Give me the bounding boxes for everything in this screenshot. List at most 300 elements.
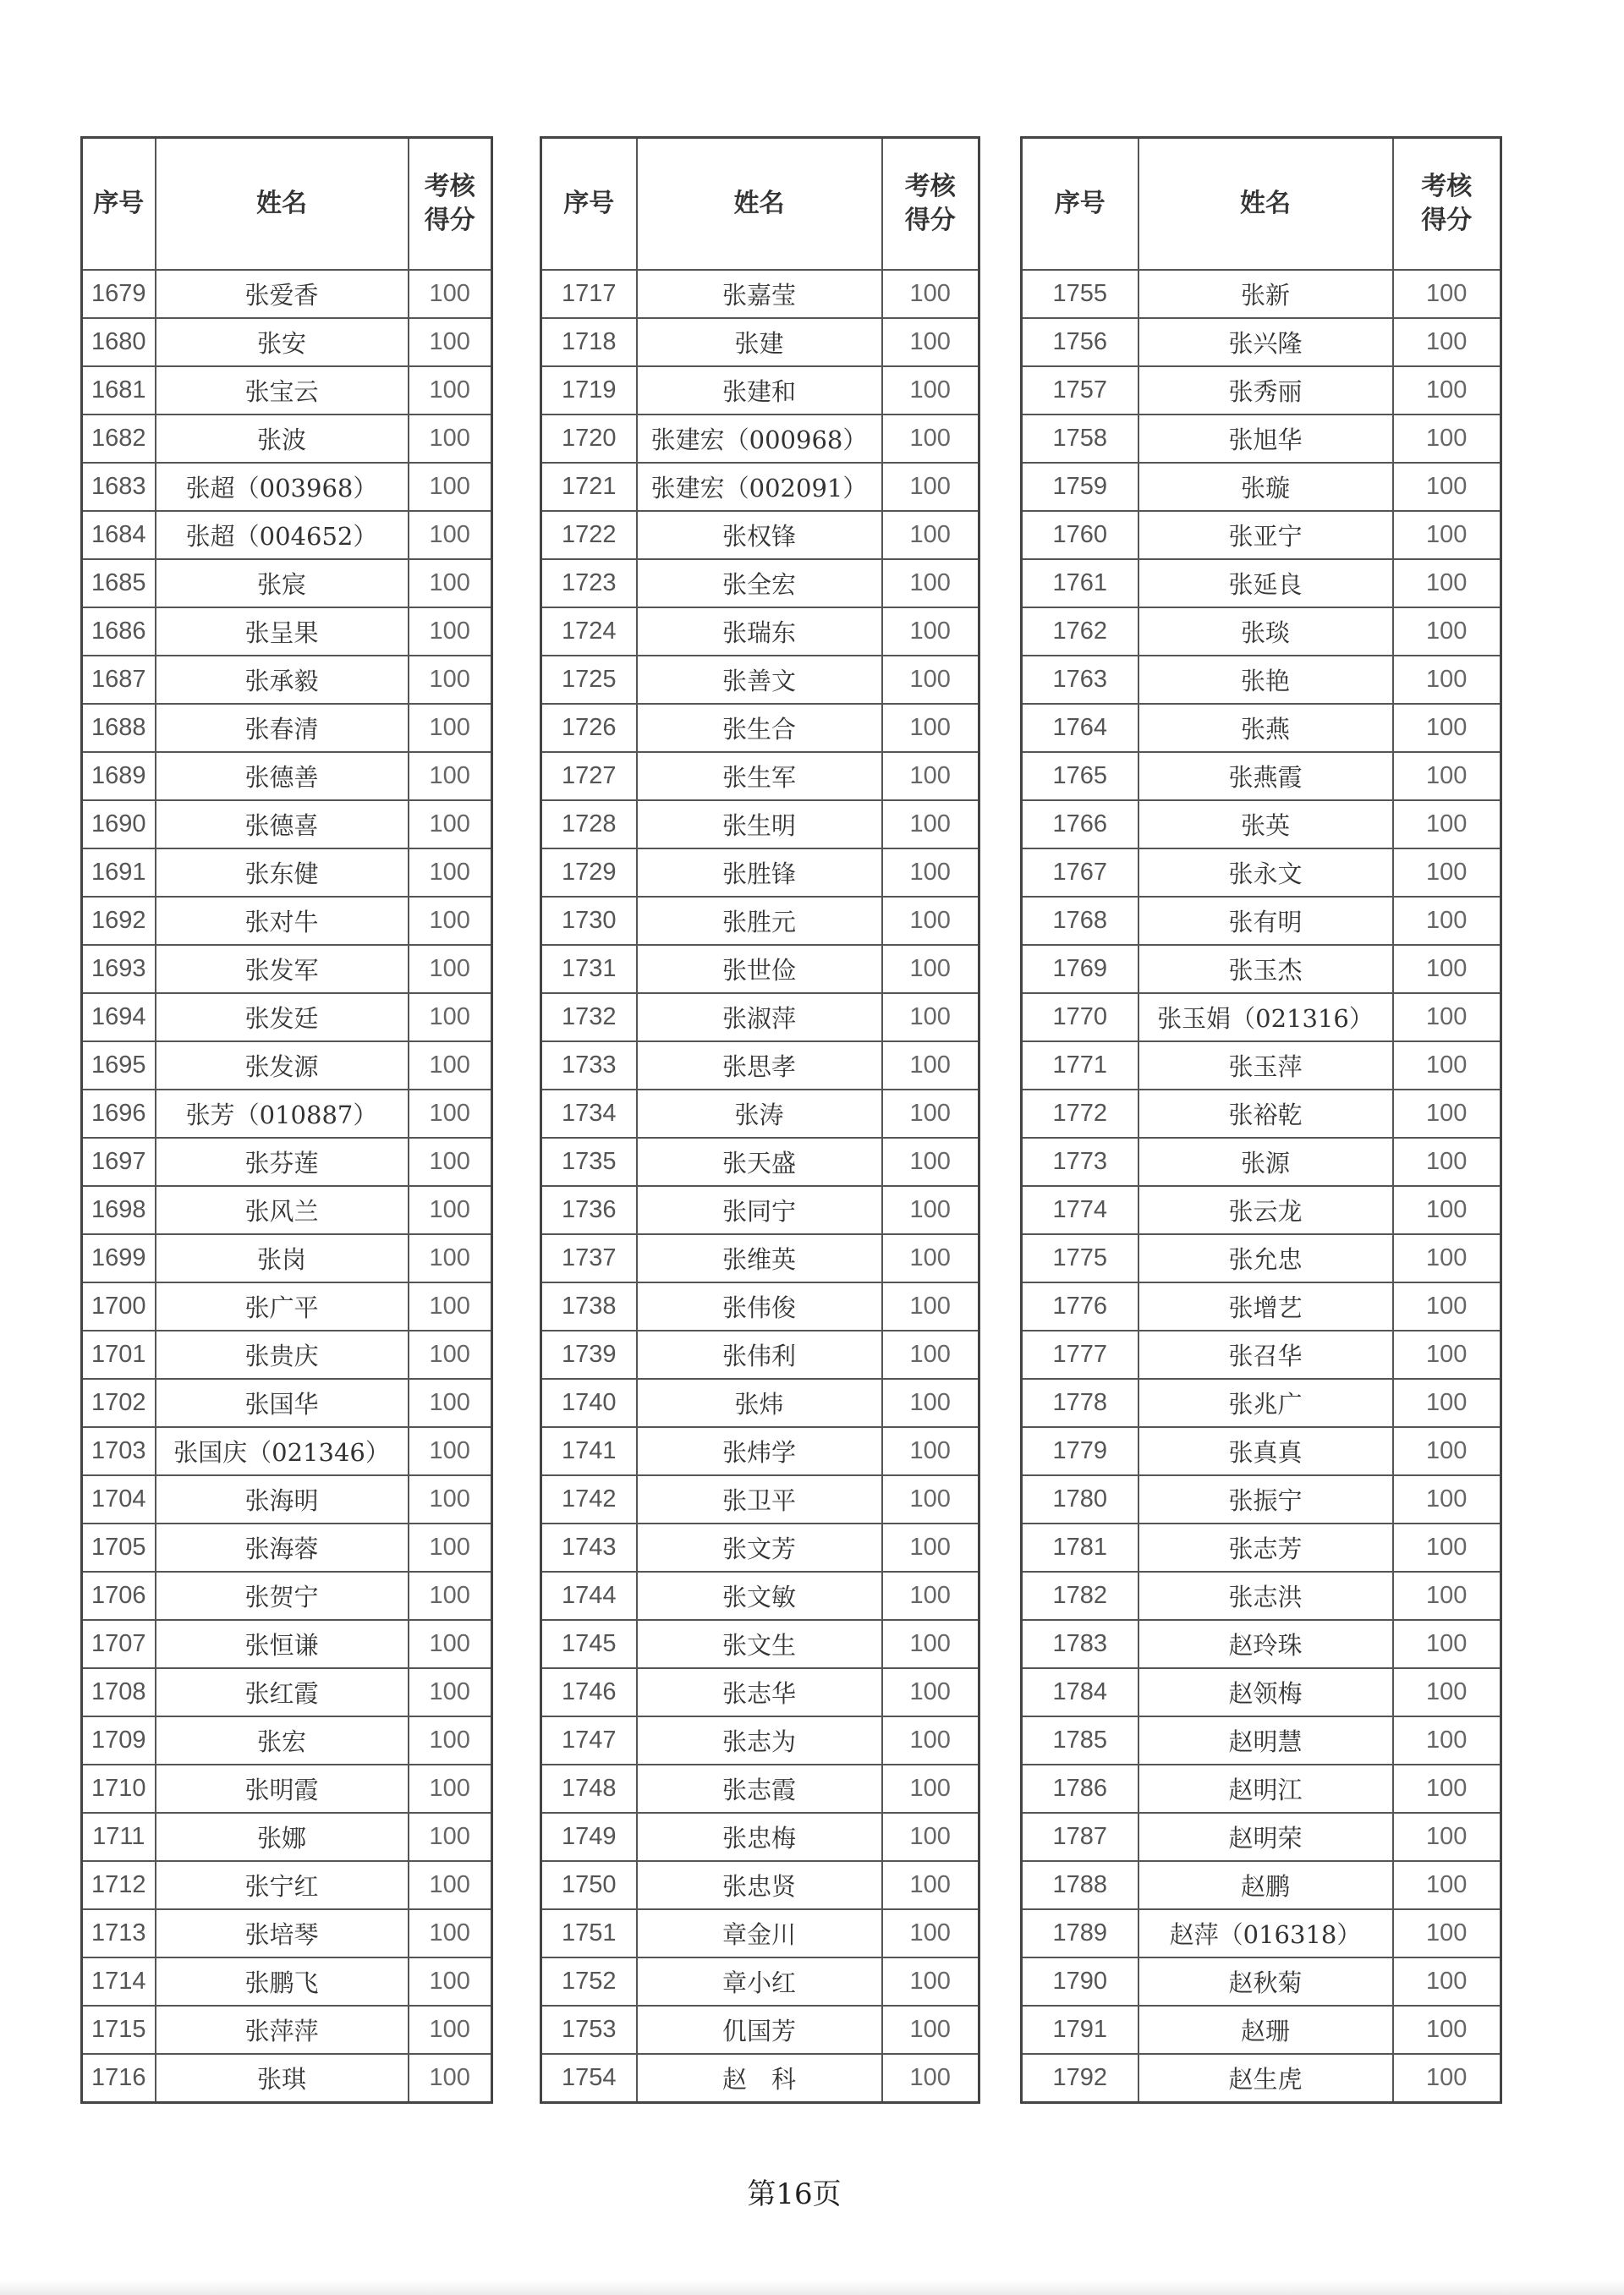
table-row — [82, 1957, 492, 2006]
cell-name: 张爱香 — [156, 270, 409, 318]
cell-score: 100 — [409, 415, 492, 463]
table-row — [82, 270, 492, 318]
cell-name: 赵明慧 — [1138, 1716, 1393, 1765]
cell-score: 100 — [1393, 1041, 1501, 1090]
table-row — [82, 1620, 492, 1668]
cell-no: 1734 — [541, 1090, 637, 1138]
cell-score: 100 — [882, 1909, 979, 1957]
header-score — [882, 138, 979, 271]
table-row — [541, 1041, 979, 1090]
cell-no: 1790 — [1022, 1957, 1138, 2006]
table-row — [1022, 1716, 1501, 1765]
header-row — [82, 138, 492, 271]
cell-name: 张建宏（002091） — [637, 463, 882, 511]
cell-name: 张芳（010887） — [156, 1090, 409, 1138]
table-row — [541, 1379, 979, 1427]
cell-no: 1720 — [541, 415, 637, 463]
table-row — [82, 1909, 492, 1957]
table-row — [1022, 559, 1501, 607]
table-row — [541, 463, 979, 511]
cell-score: 100 — [882, 1282, 979, 1331]
cell-score: 100 — [882, 2054, 979, 2103]
cell-no: 1728 — [541, 800, 637, 848]
cell-name: 张新 — [1138, 270, 1393, 318]
cell-score: 100 — [1393, 1090, 1501, 1138]
table-row — [82, 1716, 492, 1765]
header-name: 姓名 — [637, 138, 882, 271]
cell-score: 100 — [1393, 1138, 1501, 1186]
cell-name: 张萍萍 — [156, 2006, 409, 2054]
cell-no: 1748 — [541, 1765, 637, 1813]
cell-name: 张忠贤 — [637, 1861, 882, 1909]
cell-no: 1688 — [82, 704, 156, 752]
cell-score: 100 — [1393, 1572, 1501, 1620]
table-row — [541, 1716, 979, 1765]
table-row — [541, 1186, 979, 1234]
table-row — [1022, 1765, 1501, 1813]
cell-score: 100 — [882, 1765, 979, 1813]
cell-score: 100 — [882, 1041, 979, 1090]
cell-no: 1689 — [82, 752, 156, 800]
cell-score: 100 — [1393, 993, 1501, 1041]
cell-score: 100 — [1393, 2006, 1501, 2054]
cell-score: 100 — [1393, 1475, 1501, 1524]
header-name: 姓名 — [1138, 138, 1393, 271]
cell-no: 1719 — [541, 366, 637, 415]
header-no: 序号 — [82, 138, 156, 271]
header-score-line1: 考核 — [1421, 173, 1473, 200]
cell-name: 张春清 — [156, 704, 409, 752]
table-row — [541, 2054, 979, 2103]
table-row — [82, 607, 492, 656]
cell-no: 1763 — [1022, 656, 1138, 704]
cell-score: 100 — [882, 848, 979, 897]
cell-score: 100 — [1393, 1716, 1501, 1765]
cell-no: 1687 — [82, 656, 156, 704]
cell-score: 100 — [409, 1620, 492, 1668]
cell-score: 100 — [409, 1716, 492, 1765]
cell-no: 1692 — [82, 897, 156, 945]
cell-no: 1747 — [541, 1716, 637, 1765]
table-row — [1022, 800, 1501, 848]
table-row — [1022, 848, 1501, 897]
cell-name: 张安 — [156, 318, 409, 366]
cell-no: 1698 — [82, 1186, 156, 1234]
table-row — [541, 656, 979, 704]
cell-score: 100 — [1393, 463, 1501, 511]
cell-name: 张宁红 — [156, 1861, 409, 1909]
table-row — [1022, 1572, 1501, 1620]
table-row — [82, 1765, 492, 1813]
cell-no: 1729 — [541, 848, 637, 897]
header-name: 姓名 — [156, 138, 409, 271]
cell-score: 100 — [409, 1427, 492, 1475]
cell-no: 1792 — [1022, 2054, 1138, 2103]
cell-no: 1764 — [1022, 704, 1138, 752]
cell-no: 1757 — [1022, 366, 1138, 415]
cell-name: 张裕乾 — [1138, 1090, 1393, 1138]
cell-score: 100 — [882, 1524, 979, 1572]
cell-no: 1787 — [1022, 1813, 1138, 1861]
table-row — [1022, 704, 1501, 752]
cell-no: 1710 — [82, 1765, 156, 1813]
table-row — [82, 1861, 492, 1909]
cell-no: 1786 — [1022, 1765, 1138, 1813]
table-row — [541, 511, 979, 559]
cell-score: 100 — [1393, 1282, 1501, 1331]
table-row — [82, 2006, 492, 2054]
cell-name: 张玉萍 — [1138, 1041, 1393, 1090]
cell-no: 1760 — [1022, 511, 1138, 559]
table-row — [82, 656, 492, 704]
cell-score: 100 — [1393, 1331, 1501, 1379]
cell-no: 1700 — [82, 1282, 156, 1331]
cell-name: 张旭华 — [1138, 415, 1393, 463]
cell-score: 100 — [882, 2006, 979, 2054]
cell-name: 张秀丽 — [1138, 366, 1393, 415]
cell-name: 张增艺 — [1138, 1282, 1393, 1331]
cell-no: 1746 — [541, 1668, 637, 1716]
cell-name: 张嘉莹 — [637, 270, 882, 318]
cell-score: 100 — [1393, 897, 1501, 945]
cell-name: 赵领梅 — [1138, 1668, 1393, 1716]
cell-no: 1758 — [1022, 415, 1138, 463]
cell-name: 张胜元 — [637, 897, 882, 945]
cell-name: 张发源 — [156, 1041, 409, 1090]
table-row — [82, 1041, 492, 1090]
cell-name: 张德喜 — [156, 800, 409, 848]
cell-no: 1735 — [541, 1138, 637, 1186]
cell-name: 张建和 — [637, 366, 882, 415]
cell-no: 1685 — [82, 559, 156, 607]
table-row — [541, 607, 979, 656]
cell-score: 100 — [409, 1572, 492, 1620]
cell-name: 张亚宁 — [1138, 511, 1393, 559]
cell-score: 100 — [1393, 1909, 1501, 1957]
cell-score: 100 — [1393, 511, 1501, 559]
cell-name: 张娜 — [156, 1813, 409, 1861]
table-row — [82, 1572, 492, 1620]
cell-name: 赵明江 — [1138, 1765, 1393, 1813]
cell-name: 张对牛 — [156, 897, 409, 945]
table-row — [541, 1765, 979, 1813]
header-row — [541, 138, 979, 271]
table-row — [541, 1813, 979, 1861]
table-row — [1022, 1524, 1501, 1572]
cell-name: 张鹏飞 — [156, 1957, 409, 2006]
cell-no: 1771 — [1022, 1041, 1138, 1090]
table-row — [541, 993, 979, 1041]
cell-score: 100 — [409, 848, 492, 897]
cell-name: 张发廷 — [156, 993, 409, 1041]
table-row — [1022, 1234, 1501, 1282]
cell-no: 1705 — [82, 1524, 156, 1572]
table-row — [1022, 270, 1501, 318]
cell-name: 张宏 — [156, 1716, 409, 1765]
cell-no: 1708 — [82, 1668, 156, 1716]
table-row — [1022, 511, 1501, 559]
cell-score: 100 — [1393, 1620, 1501, 1668]
cell-no: 1701 — [82, 1331, 156, 1379]
header-row — [1022, 138, 1501, 271]
cell-no: 1776 — [1022, 1282, 1138, 1331]
cell-score: 100 — [409, 1909, 492, 1957]
score-table-3 — [1020, 136, 1502, 2104]
cell-score: 100 — [882, 366, 979, 415]
cell-no: 1716 — [82, 2054, 156, 2103]
cell-name: 张兴隆 — [1138, 318, 1393, 366]
table-row — [541, 1572, 979, 1620]
table-row — [82, 318, 492, 366]
table-row — [1022, 945, 1501, 993]
cell-name: 赵玲珠 — [1138, 1620, 1393, 1668]
cell-no: 1751 — [541, 1909, 637, 1957]
table-row — [82, 848, 492, 897]
table-row — [541, 704, 979, 752]
table-row — [1022, 1475, 1501, 1524]
table-row — [82, 415, 492, 463]
cell-no: 1755 — [1022, 270, 1138, 318]
cell-name: 张贵庆 — [156, 1331, 409, 1379]
cell-no: 1778 — [1022, 1379, 1138, 1427]
cell-score: 100 — [1393, 656, 1501, 704]
cell-no: 1754 — [541, 2054, 637, 2103]
cell-score: 100 — [882, 1572, 979, 1620]
cell-score: 100 — [882, 1186, 979, 1234]
cell-name: 张宝云 — [156, 366, 409, 415]
cell-name: 张风兰 — [156, 1186, 409, 1234]
table-row — [82, 1186, 492, 1234]
cell-name: 张文敏 — [637, 1572, 882, 1620]
header-score-line2: 得分 — [424, 206, 475, 234]
cell-name: 仉国芳 — [637, 2006, 882, 2054]
table-row — [541, 1861, 979, 1909]
header-no: 序号 — [541, 138, 637, 271]
cell-no: 1696 — [82, 1090, 156, 1138]
cell-no: 1762 — [1022, 607, 1138, 656]
cell-name: 张德善 — [156, 752, 409, 800]
table-row — [541, 1909, 979, 1957]
cell-score: 100 — [409, 656, 492, 704]
cell-score: 100 — [1393, 1861, 1501, 1909]
cell-no: 1745 — [541, 1620, 637, 1668]
cell-name: 张文生 — [637, 1620, 882, 1668]
cell-score: 100 — [882, 1090, 979, 1138]
cell-no: 1774 — [1022, 1186, 1138, 1234]
cell-score: 100 — [409, 1186, 492, 1234]
cell-name: 张文芳 — [637, 1524, 882, 1572]
cell-name: 张国华 — [156, 1379, 409, 1427]
table-row — [1022, 366, 1501, 415]
cell-score: 100 — [882, 993, 979, 1041]
cell-name: 张生明 — [637, 800, 882, 848]
cell-score: 100 — [1393, 848, 1501, 897]
cell-score: 100 — [409, 945, 492, 993]
cell-name: 赵明荣 — [1138, 1813, 1393, 1861]
cell-name: 张超（004652） — [156, 511, 409, 559]
cell-score: 100 — [409, 1813, 492, 1861]
cell-score: 100 — [882, 800, 979, 848]
table-row — [541, 1957, 979, 2006]
cell-name: 张伟利 — [637, 1331, 882, 1379]
cell-score: 100 — [1393, 1668, 1501, 1716]
cell-name: 张云龙 — [1138, 1186, 1393, 1234]
cell-no: 1699 — [82, 1234, 156, 1282]
cell-no: 1715 — [82, 2006, 156, 2054]
cell-score: 100 — [882, 318, 979, 366]
cell-no: 1749 — [541, 1813, 637, 1861]
table-row — [1022, 2054, 1501, 2103]
cell-no: 1789 — [1022, 1909, 1138, 1957]
cell-no: 1697 — [82, 1138, 156, 1186]
cell-score: 100 — [882, 1668, 979, 1716]
cell-no: 1680 — [82, 318, 156, 366]
cell-score: 100 — [882, 752, 979, 800]
cell-name: 张建宏（000968） — [637, 415, 882, 463]
cell-score: 100 — [1393, 945, 1501, 993]
header-no: 序号 — [1022, 138, 1138, 271]
header-score-line1: 考核 — [424, 173, 475, 200]
table-row — [541, 1090, 979, 1138]
cell-score: 100 — [882, 1813, 979, 1861]
table-row — [1022, 1186, 1501, 1234]
cell-name: 张有明 — [1138, 897, 1393, 945]
table-row — [1022, 1041, 1501, 1090]
cell-score: 100 — [882, 1957, 979, 2006]
cell-name: 张伟俊 — [637, 1282, 882, 1331]
cell-name: 张善文 — [637, 656, 882, 704]
table-row — [82, 704, 492, 752]
cell-score: 100 — [409, 1957, 492, 2006]
cell-score: 100 — [882, 463, 979, 511]
cell-no: 1739 — [541, 1331, 637, 1379]
cell-no: 1788 — [1022, 1861, 1138, 1909]
cell-score: 100 — [1393, 559, 1501, 607]
cell-name: 张红霞 — [156, 1668, 409, 1716]
table-row — [1022, 607, 1501, 656]
score-table-1 — [80, 136, 493, 2104]
table-row — [541, 752, 979, 800]
cell-name: 张胜锋 — [637, 848, 882, 897]
cell-name: 赵 科 — [637, 2054, 882, 2103]
table-row — [82, 1668, 492, 1716]
cell-score: 100 — [1393, 800, 1501, 848]
cell-no: 1695 — [82, 1041, 156, 1090]
cell-name: 张东健 — [156, 848, 409, 897]
cell-name: 张炜 — [637, 1379, 882, 1427]
table-row — [1022, 1957, 1501, 2006]
cell-name: 张宸 — [156, 559, 409, 607]
cell-no: 1780 — [1022, 1475, 1138, 1524]
cell-score: 100 — [882, 1620, 979, 1668]
table-row — [1022, 415, 1501, 463]
cell-name: 张贺宁 — [156, 1572, 409, 1620]
cell-score: 100 — [882, 559, 979, 607]
cell-name: 张岗 — [156, 1234, 409, 1282]
cell-no: 1781 — [1022, 1524, 1138, 1572]
cell-no: 1773 — [1022, 1138, 1138, 1186]
cell-score: 100 — [882, 607, 979, 656]
cell-score: 100 — [882, 897, 979, 945]
cell-score: 100 — [409, 1138, 492, 1186]
cell-score: 100 — [409, 1379, 492, 1427]
cell-score: 100 — [409, 1234, 492, 1282]
cell-score: 100 — [882, 1475, 979, 1524]
cell-score: 100 — [1393, 270, 1501, 318]
cell-no: 1743 — [541, 1524, 637, 1572]
cell-score: 100 — [882, 1234, 979, 1282]
table-row — [82, 897, 492, 945]
cell-no: 1713 — [82, 1909, 156, 1957]
cell-name: 张权锋 — [637, 511, 882, 559]
cell-score: 100 — [882, 945, 979, 993]
table-row — [82, 559, 492, 607]
cell-name: 赵鹏 — [1138, 1861, 1393, 1909]
cell-score: 100 — [1393, 1379, 1501, 1427]
cell-name: 张波 — [156, 415, 409, 463]
table-row — [541, 1427, 979, 1475]
cell-score: 100 — [409, 511, 492, 559]
cell-score: 100 — [1393, 1186, 1501, 1234]
cell-no: 1682 — [82, 415, 156, 463]
table-row — [541, 1282, 979, 1331]
cell-score: 100 — [882, 1861, 979, 1909]
cell-name: 张忠梅 — [637, 1813, 882, 1861]
cell-no: 1721 — [541, 463, 637, 511]
cell-name: 张玉娟（021316） — [1138, 993, 1393, 1041]
cell-name: 张生合 — [637, 704, 882, 752]
cell-name: 张发军 — [156, 945, 409, 993]
cell-no: 1756 — [1022, 318, 1138, 366]
cell-no: 1733 — [541, 1041, 637, 1090]
header-score-line1: 考核 — [904, 173, 956, 200]
cell-no: 1707 — [82, 1620, 156, 1668]
cell-score: 100 — [409, 270, 492, 318]
cell-name: 张建 — [637, 318, 882, 366]
cell-no: 1741 — [541, 1427, 637, 1475]
cell-no: 1777 — [1022, 1331, 1138, 1379]
cell-name: 赵秋菊 — [1138, 1957, 1393, 2006]
cell-name: 张瑞东 — [637, 607, 882, 656]
table-row — [541, 1668, 979, 1716]
cell-score: 100 — [1393, 1957, 1501, 2006]
cell-score: 100 — [409, 752, 492, 800]
header-score — [409, 138, 492, 271]
cell-name: 张炜学 — [637, 1427, 882, 1475]
header-score-line2: 得分 — [904, 206, 956, 234]
cell-score: 100 — [1393, 1427, 1501, 1475]
cell-no: 1766 — [1022, 800, 1138, 848]
cell-no: 1768 — [1022, 897, 1138, 945]
cell-name: 张永文 — [1138, 848, 1393, 897]
table-row — [541, 415, 979, 463]
cell-name: 张海蓉 — [156, 1524, 409, 1572]
cell-name: 张燕霞 — [1138, 752, 1393, 800]
table-row — [82, 1090, 492, 1138]
table-row — [82, 511, 492, 559]
cell-name: 张召华 — [1138, 1331, 1393, 1379]
cell-no: 1693 — [82, 945, 156, 993]
table-row — [82, 945, 492, 993]
cell-score: 100 — [882, 511, 979, 559]
table-row — [1022, 897, 1501, 945]
cell-score: 100 — [1393, 2054, 1501, 2103]
cell-score: 100 — [409, 1090, 492, 1138]
cell-score: 100 — [1393, 1234, 1501, 1282]
cell-no: 1753 — [541, 2006, 637, 2054]
cell-score: 100 — [1393, 1524, 1501, 1572]
cell-no: 1765 — [1022, 752, 1138, 800]
